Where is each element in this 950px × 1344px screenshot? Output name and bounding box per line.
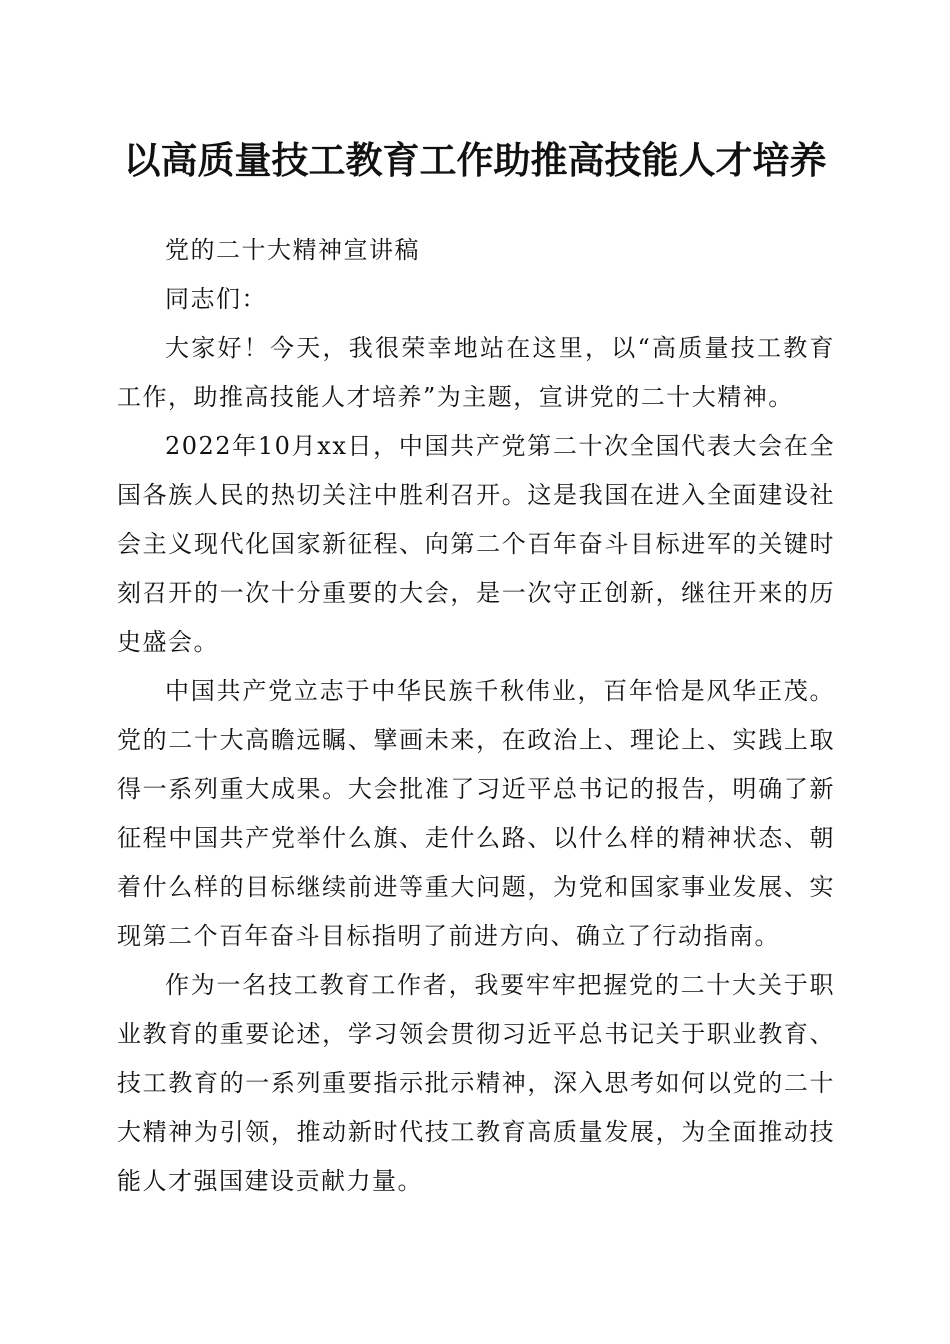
document-body bbox=[117, 226, 835, 1206]
body-paragraph: 作为一名技工教育工作者，我要牢牢把握党的二十大关于职业教育的重要论述，学习领会贯彻习近平总书记关于职业教育、技工教育的一系列重要指示批示精神，深入思考如何以党的二十大精神为引领，推动新时代技工教育高质量发展，为全面推动技能人才强国建设贡献力量。 bbox=[117, 971, 835, 1195]
body-paragraph: 大家好！今天，我很荣幸地站在这里，以“高质量技工教育工作，助推高技能人才培养”为主题，宣讲党的二十大精神。 bbox=[117, 334, 835, 411]
subtitle-line: 党的二十大精神宣讲稿 bbox=[165, 236, 420, 264]
document-title: 以高质量技工教育工作助推高技能人才培养 bbox=[123, 138, 827, 182]
salutation-line: 同志们： bbox=[165, 285, 267, 313]
body-paragraph: 2022年10月xx日，中国共产党第二十次全国代表大会在全国各族人民的热切关注中胜利召开。这是我国在进入全面建设社会主义现代化国家新征程、向第二个百年奋斗目标进军的关键时刻召开的一次十分重要的大会，是一次守正创新，继往开来的历史盛会。 bbox=[117, 432, 835, 656]
body-paragraph: 中国共产党立志于中华民族千秋伟业，百年恰是风华正茂。党的二十大高瞻远瞩、擘画未来，在政治上、理论上、实践上取得一系列重大成果。大会批准了习近平总书记的报告，明确了新征程中国共产党举什么旗、走什么路、以什么样的精神状态、朝着什么样的目标继续前进等重大问题，为党和国家事业发展、实现第二个百年奋斗目标指明了前进方向、确立了行动指南。 bbox=[117, 677, 835, 950]
